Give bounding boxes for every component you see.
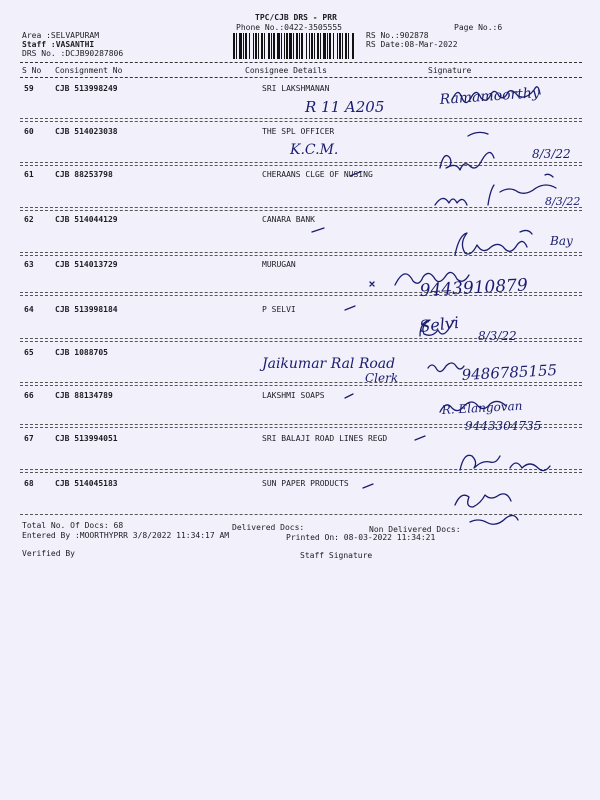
handwritten-note: Clerk	[365, 371, 399, 385]
area-label: Area :SELVAPURAM	[22, 31, 100, 40]
handwritten-signature: R. Elangovan	[441, 398, 523, 417]
row-consignee: SUN PAPER PRODUCTS	[262, 479, 349, 488]
row-consignment: CJB 1088705	[55, 348, 108, 357]
row-sno: 63	[24, 260, 34, 269]
handwritten-phone: 9486785155	[461, 361, 558, 384]
barcode-bar	[323, 33, 326, 59]
barcode-bar	[309, 33, 310, 59]
barcode-bar	[268, 33, 270, 59]
barcode-bar	[320, 33, 321, 59]
page-number: Page No.:6	[454, 23, 503, 32]
row-consignment: CJB 513998249	[55, 84, 118, 93]
barcode-bar	[293, 33, 294, 59]
row-divider	[20, 424, 582, 425]
barcode-bar	[314, 33, 315, 59]
barcode-bar	[301, 33, 303, 59]
row-divider	[20, 165, 582, 166]
staff-label: Staff :VASANTHI	[22, 40, 95, 49]
row-divider	[20, 341, 582, 342]
row-consignment: CJB 88134789	[55, 391, 113, 400]
staff-signature: Staff Signature	[300, 551, 373, 560]
phone-number: Phone No.:0422-3505555	[236, 23, 342, 32]
column-header-consignment: Consignment No	[55, 66, 123, 75]
row-consignment: CJB 514013729	[55, 260, 118, 269]
row-sno: 66	[24, 391, 34, 400]
barcode-bar	[299, 33, 300, 59]
row-divider	[20, 252, 582, 253]
non-delivered-docs: Non Delivered Docs:	[369, 525, 461, 534]
barcode-bar	[352, 33, 354, 59]
row-sno: 65	[24, 348, 34, 357]
row-sno: 60	[24, 127, 34, 136]
rs-number: RS No.:902878	[366, 31, 429, 40]
tick-mark	[312, 228, 324, 232]
barcode-bar	[289, 33, 292, 59]
handwritten-signature: Selvi	[418, 312, 460, 336]
header-top-rule	[20, 62, 582, 63]
barcode-bar	[337, 33, 338, 59]
barcode-bar	[345, 33, 347, 59]
handwritten-signature: Ramamoorthy	[439, 85, 541, 108]
row-consignment: CJB 513994051	[55, 434, 118, 443]
barcode-bar	[239, 33, 242, 59]
row-consignee: SRI BALAJI ROAD LINES REGD	[262, 434, 388, 443]
row-divider	[20, 162, 582, 163]
barcode-bar	[281, 33, 282, 59]
barcode-bar	[348, 33, 349, 59]
drs-number: DRS No. :DCJB90287806	[22, 49, 124, 58]
barcode-bar	[296, 33, 298, 59]
signature-row-59	[452, 87, 540, 103]
row-divider	[20, 385, 582, 386]
tick-mark	[415, 436, 425, 440]
barcode-bar	[284, 33, 285, 59]
signature-row-68	[455, 494, 518, 524]
handwritten-phone: 9443910879	[419, 275, 529, 301]
row-sno: 62	[24, 215, 34, 224]
row-consignee: CANARA BANK	[262, 215, 315, 224]
rs-date: RS Date:08-Mar-2022	[366, 40, 458, 49]
row-divider	[20, 255, 582, 256]
row-divider	[20, 472, 582, 473]
row-sno: 68	[24, 479, 34, 488]
column-header-sno: S No	[22, 66, 42, 75]
tick-mark	[345, 394, 353, 398]
barcode-bar	[339, 33, 341, 59]
signature-row-66	[440, 401, 506, 412]
barcode-bar	[245, 33, 247, 59]
row-divider	[20, 382, 582, 383]
barcode-bar	[306, 33, 307, 59]
handwritten-note: R 11 A205	[305, 98, 385, 116]
row-divider	[20, 427, 582, 428]
row-divider	[20, 118, 582, 119]
handwritten-note: K.C.M.	[290, 142, 339, 158]
row-sno: 61	[24, 170, 34, 179]
entered-by: Entered By :MOORTHYPRR 3/8/2022 11:34:17 AM	[22, 531, 230, 540]
barcode-bar	[277, 33, 280, 59]
signature-row-64	[420, 320, 454, 336]
row-consignment: CJB 88253798	[55, 170, 113, 179]
row-divider	[20, 338, 582, 339]
barcode-bar	[329, 33, 331, 59]
signature-row-63	[370, 272, 469, 286]
row-consignee: THE SPL OFFICER	[262, 127, 335, 136]
barcode-bar	[258, 33, 259, 59]
barcode-bar	[253, 33, 254, 59]
barcode-bar	[317, 33, 319, 59]
row-consignee: LAKSHMI SOAPS	[262, 391, 325, 400]
row-divider	[20, 210, 582, 211]
delivered-docs: Delivered Docs:	[232, 523, 305, 532]
row-divider	[20, 469, 582, 470]
printed-on: Printed On: 08-03-2022 11:34:21	[286, 533, 436, 542]
row-sno: 67	[24, 434, 34, 443]
barcode-bar	[249, 33, 250, 59]
signature-row-61	[435, 174, 556, 205]
barcode-bar	[261, 33, 263, 59]
barcode-bar	[236, 33, 237, 59]
header-bottom-rule	[20, 77, 582, 78]
row-sno: 59	[24, 84, 34, 93]
barcode-bar	[243, 33, 244, 59]
row-consignment: CJB 514045183	[55, 479, 118, 488]
row-divider	[20, 292, 582, 293]
handwritten-date: 8/3/22	[532, 147, 571, 161]
signature-row-65	[428, 363, 464, 372]
row-divider	[20, 121, 582, 122]
row-consignment: CJB 514023038	[55, 127, 118, 136]
barcode-bar	[233, 33, 235, 59]
barcode-bar	[311, 33, 313, 59]
row-consignment: CJB 514044129	[55, 215, 118, 224]
tick-mark	[363, 484, 373, 488]
column-header-signature: Signature	[428, 66, 472, 75]
row-divider	[20, 207, 582, 208]
row-divider	[20, 295, 582, 296]
tick-mark	[345, 306, 355, 310]
handwritten-phone: 9443304735	[465, 419, 542, 433]
handwritten-date: 8/3/22	[478, 329, 517, 343]
barcode	[232, 33, 354, 59]
row-sno: 64	[24, 305, 34, 314]
barcode-bar	[286, 33, 288, 59]
row-consignee: P SELVI	[262, 305, 296, 314]
row-consignment: CJB 513998184	[55, 305, 118, 314]
barcode-bar	[327, 33, 328, 59]
barcode-bar	[333, 33, 334, 59]
handwritten-note: Jaikumar Ral Road	[262, 356, 396, 372]
barcode-bar	[255, 33, 257, 59]
handwritten-date: 8/3/22	[545, 195, 581, 208]
verified-by: Verified By	[22, 549, 75, 558]
barcode-bar	[342, 33, 343, 59]
column-header-consignee: Consignee Details	[245, 66, 327, 75]
row-consignee: SRI LAKSHMANAN	[262, 84, 330, 93]
row-consignee: MURUGAN	[262, 260, 296, 269]
barcode-bar	[264, 33, 265, 59]
row-consignee: CHERAANS CLGE OF NUSING	[262, 170, 373, 179]
total-docs: Total No. Of Docs: 68	[22, 521, 124, 530]
barcode-bar	[273, 33, 275, 59]
handwritten-note: Bay	[550, 234, 573, 248]
document-title: TPC/CJB DRS - PRR	[255, 13, 337, 22]
row-divider	[20, 514, 582, 515]
barcode-bar	[271, 33, 272, 59]
